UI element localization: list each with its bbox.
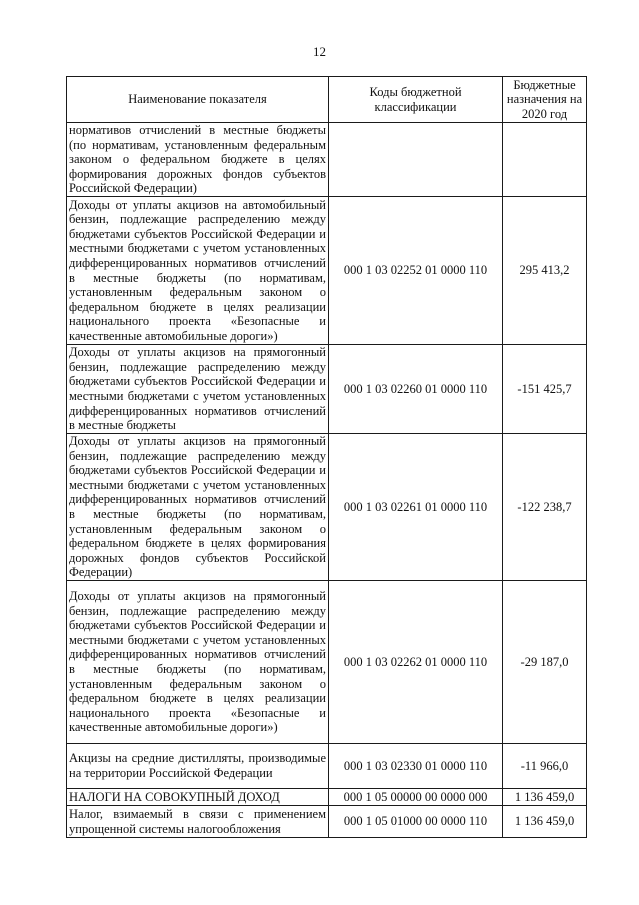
row-budget-amount: -29 187,0 — [503, 581, 587, 744]
table-row — [67, 806, 587, 838]
row-indicator-name: нормативов отчислений в местные бюджеты (по нормативам, установленным федеральным законом о федеральном бюджете в целях формирования дорожных фондов субъектов Российской Федерации) — [67, 123, 329, 197]
table-header-row — [67, 77, 587, 123]
row-budget-amount: -151 425,7 — [503, 345, 587, 434]
header-budget-code: Коды бюджетной классификации — [329, 77, 503, 123]
table-row — [67, 345, 587, 434]
row-budget-code: 000 1 03 02260 01 0000 110 — [329, 345, 503, 434]
table-row — [67, 581, 587, 744]
row-indicator-name: НАЛОГИ НА СОВОКУПНЫЙ ДОХОД — [67, 789, 329, 806]
row-budget-amount: -11 966,0 — [503, 744, 587, 789]
row-budget-amount: 1 136 459,0 — [503, 789, 587, 806]
row-budget-code: 000 1 03 02252 01 0000 110 — [329, 197, 503, 345]
row-budget-amount: 1 136 459,0 — [503, 806, 587, 838]
row-indicator-name: Доходы от уплаты акцизов на прямогонный бензин, подлежащие распределению между бюджетами субъектов Российской Федерации и местными бюджетами с учетом установленных дифференцированных нормативов отчислений в местные бюджеты (по нормативам, установленным федеральным законом о федеральном бюджете в целях реализации национального проекта «Безопасные и качественные автомобильные дороги») — [67, 581, 329, 744]
row-indicator-name: Доходы от уплаты акцизов на автомобильный бензин, подлежащие распределению между бюджетами субъектов Российской Федерации и местными бюджетами с учетом установленных дифференцированных нормативов отчислений в местные бюджеты (по нормативам, установленным федеральным законом о федеральном бюджете в целях реализации национального проекта «Безопасные и качественные автомобильные дороги») — [67, 197, 329, 345]
row-budget-amount: 295 413,2 — [503, 197, 587, 345]
row-indicator-name: Доходы от уплаты акцизов на прямогонный бензин, подлежащие распределению между бюджетами субъектов Российской Федерации и местными бюджетами с учетом установленных дифференцированных нормативов отчислений в местные бюджеты (по нормативам, установленным федеральным законом о федеральном бюджете в целях формирования дорожных фондов субъектов Российской Федерации) — [67, 434, 329, 581]
budget-table — [66, 76, 587, 838]
table-row — [67, 789, 587, 806]
table-row — [67, 197, 587, 345]
row-budget-code: 000 1 03 02261 01 0000 110 — [329, 434, 503, 581]
table-row — [67, 744, 587, 789]
row-indicator-name: Налог, взимаемый в связи с применением упрощенной системы налогообложения — [67, 806, 329, 838]
row-indicator-name: Доходы от уплаты акцизов на прямогонный бензин, подлежащие распределению между бюджетами субъектов Российской Федерации и местными бюджетами с учетом установленных дифференцированных нормативов отчислений в местные бюджеты — [67, 345, 329, 434]
table-row — [67, 123, 587, 197]
page-number: 12 — [313, 44, 326, 59]
row-budget-code — [329, 123, 503, 197]
row-budget-code: 000 1 03 02262 01 0000 110 — [329, 581, 503, 744]
row-budget-code: 000 1 05 00000 00 0000 000 — [329, 789, 503, 806]
header-budget-amount: Бюджетные назначения на 2020 год — [503, 77, 587, 123]
row-budget-code: 000 1 03 02330 01 0000 110 — [329, 744, 503, 789]
row-budget-code: 000 1 05 01000 00 0000 110 — [329, 806, 503, 838]
header-indicator-name: Наименование показателя — [67, 77, 329, 123]
row-budget-amount — [503, 123, 587, 197]
table-row — [67, 434, 587, 581]
row-budget-amount: -122 238,7 — [503, 434, 587, 581]
row-indicator-name: Акцизы на средние дистилляты, производимые на территории Российской Федерации — [67, 744, 329, 789]
